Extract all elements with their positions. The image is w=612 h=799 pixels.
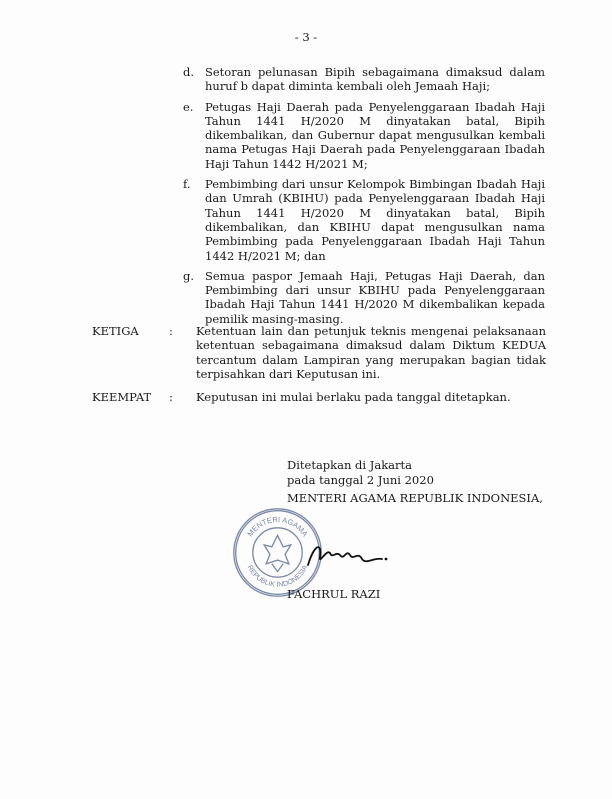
item-letter: g.	[183, 268, 195, 283]
item-text: Pembimbing dari unsur Kelompok Bimbingan Ibadah Haji dan Umrah (KBIHU) pada Penyelenggaraan Ibadah Haji Tahun 1441 H/2020 M dinyatakan batal, Bipih dikembalikan, dan KBIHU dapat mengusulkan nama Pembimbing pada Penyelenggaraan Ibadah Haji Tahun 1442 H/2021 M; dan	[205, 177, 545, 263]
dictum-text: Keputusan ini mulai berlaku pada tanggal ditetapkan.	[196, 390, 511, 404]
handwritten-signature	[300, 535, 390, 575]
item-text: Petugas Haji Daerah pada Penyelenggaraan Ibadah Haji Tahun 1441 H/2020 M dinyatakan batal, Bipih dikembalikan, dan Gubernur dapat mengusulkan kembali nama Petugas Haji Daerah pada Penyelenggaraan Ibadah Haji Tahun 1442 H/2021 M;	[205, 99, 545, 171]
item-text: Setoran pelunasan Bipih sebagaimana dimaksud dalam huruf b dapat diminta kembali oleh Jemaah Haji;	[205, 65, 545, 94]
list-item	[183, 269, 545, 326]
list-item	[183, 65, 545, 94]
signature-block	[287, 458, 543, 506]
item-letter: d.	[183, 65, 195, 79]
list-item	[183, 100, 545, 171]
signing-date: pada tanggal 2 Juni 2020	[287, 472, 434, 487]
dictum-colon: :	[169, 390, 173, 404]
signer-name: FACHRUL RAZI	[287, 587, 381, 601]
seal-bottom-text: REPUBLIK INDONESIA	[245, 563, 310, 589]
page-number: - 3 -	[294, 30, 318, 44]
dictum-keempat	[92, 390, 546, 404]
signing-office: MENTERI AGAMA REPUBLIK INDONESIA,	[287, 491, 543, 505]
item-list	[183, 65, 545, 332]
list-item	[183, 177, 545, 263]
dictum-label: KEEMPAT	[92, 390, 152, 404]
dictum-ketiga	[92, 324, 546, 381]
item-letter: f.	[183, 177, 191, 192]
seal-top-text: MENTERI AGAMA	[245, 514, 310, 539]
signing-place: Ditetapkan di Jakarta	[287, 458, 413, 472]
dictum-text: Ketentuan lain dan petunjuk teknis mengenai pelaksanaan ketentuan sebagaimana dimaksud dalam Diktum KEDUA tercantum dalam Lampiran yang merupakan bagian tidak terpisahkan dari Keputusan ini.	[196, 324, 546, 381]
item-text: Semua paspor Jemaah Haji, Petugas Haji Daerah, dan Pembimbing dari unsur KBIHU pada Penyelenggaraan Ibadah Haji Tahun 1441 H/2020 M dikembalikan kepada pemilik masing-masing.	[205, 268, 545, 326]
dictum-label: KETIGA	[92, 324, 139, 338]
dictum-colon: :	[169, 324, 173, 338]
item-letter: e.	[183, 99, 194, 114]
